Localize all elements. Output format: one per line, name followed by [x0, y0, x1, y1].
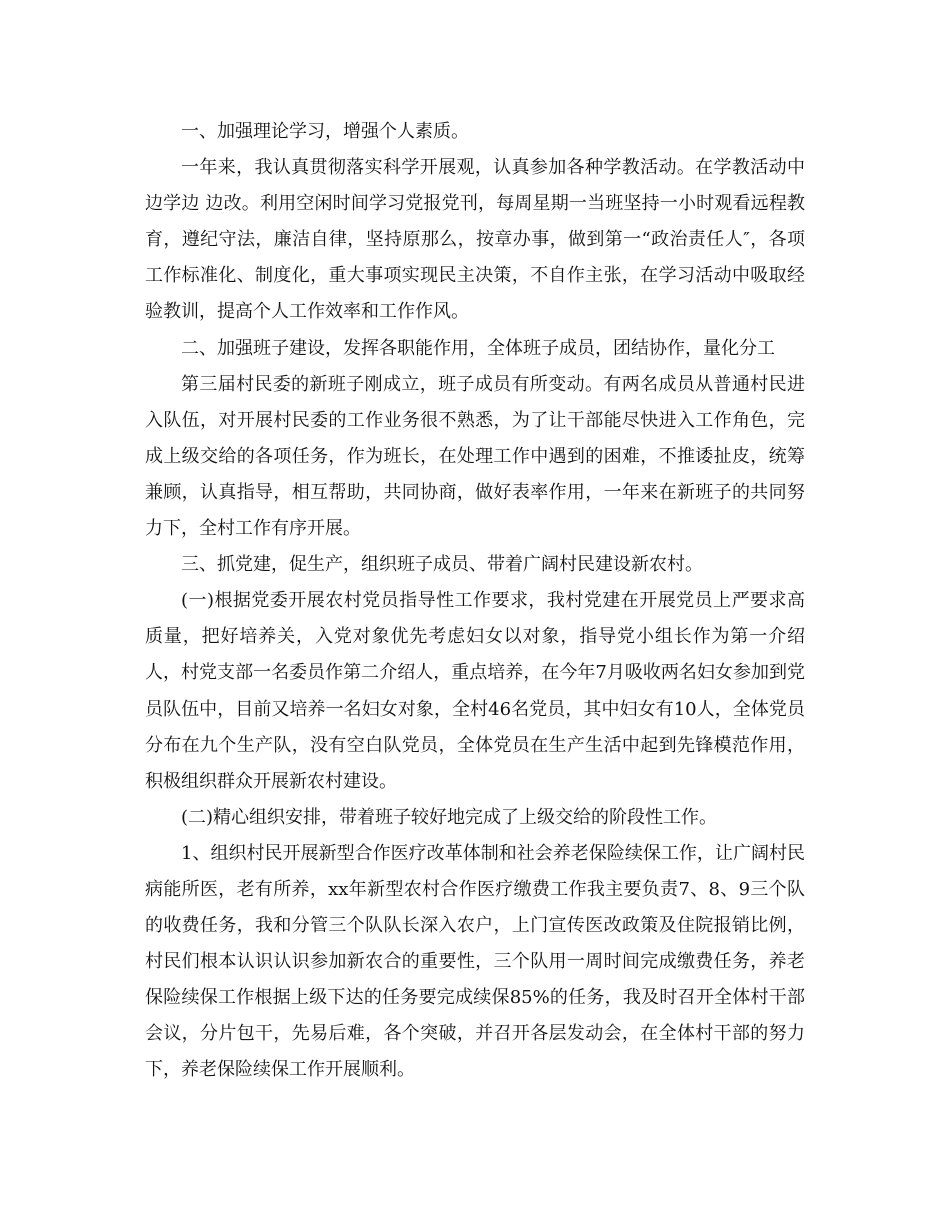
paragraph-party-building: (一)根据党委开展农村党员指导性工作要求，我村党建在开展党员上严要求高质量，把好培养关，入党对象优先考虑妇女以对象，指导党小组长作为第一介绍人，村党支部一名委员作第二介绍人，重点培养，在今年7月吸收两名妇女参加到党员队伍中，目前又培养一名妇女对象，全村46名党员，其中妇女有10人，全体党员分布在九个生产队，没有空白队党员，全体党员在生产生活中起到先锋模范作用，积极组织群众开展新农村建设。 [145, 590, 805, 792]
document-body [145, 114, 805, 1089]
paragraph-study: 一年来，我认真贯彻落实科学开展观，认真参加各种学教活动。在学教活动中边学边 边改。利用空闲时间学习党报党刊，每周星期一当班坚持一小时观看远程教育，遵纪守法，廉洁自律，坚持原那么，按章办事，做到第一“政治责任人″，各项工作标准化、制度化，重大事项实现民主决策，不自作主张，在学习活动中吸取经验教训，提高个人工作效率和工作作风。 [145, 157, 805, 323]
paragraph-subheading-2: (二)精心组织安排，带着班子较好地完成了上级交给的阶段性工作。 [181, 806, 718, 828]
paragraph-team: 第三届村民委的新班子刚成立，班子成员有所变动。有两名成员从普通村民进入队伍，对开展村民委的工作业务很不熟悉，为了让干部能尽快进入工作角色，完成上级交给的各项任务，作为班长，在处理工作中遇到的困难，不推诿扯皮，统筹兼顾，认真指导，相互帮助，共同协商，做好表率作用，一年来在新班子的共同努力下，全村工作有序开展。 [145, 373, 805, 540]
paragraph-heading-2: 二、加强班子建设，发挥各职能作用，全体班子成员，团结协作，量化分工 [181, 337, 775, 359]
paragraph-heading-1: 一、加强理论学习，增强个人素质。 [181, 121, 469, 142]
paragraph-medical-insurance: 1、组织村民开展新型合作医疗改革体制和社会养老保险续保工作，让广阔村民病能所医，老有所养，xx年新型农村合作医疗缴费工作我主要负责7、8、9三个队的收费任务，我和分管三个队队长深入农户，上门宣传医改政策及住院报销比例，村民们根本认识认识参加新农合的重要性，三个队用一周时间完成缴费任务，养老保险续保工作根据上级下达的任务要完成续保85%的任务，我及时召开全体村干部会议，分片包干，先易后难，各个突破，并召开各层发动会，在全体村干部的努力下，养老保险续保工作开展顺利。 [145, 842, 805, 1081]
paragraph-heading-3: 三、抓党建，促生产，组织班子成员、带着广阔村民建设新农村。 [181, 554, 703, 576]
